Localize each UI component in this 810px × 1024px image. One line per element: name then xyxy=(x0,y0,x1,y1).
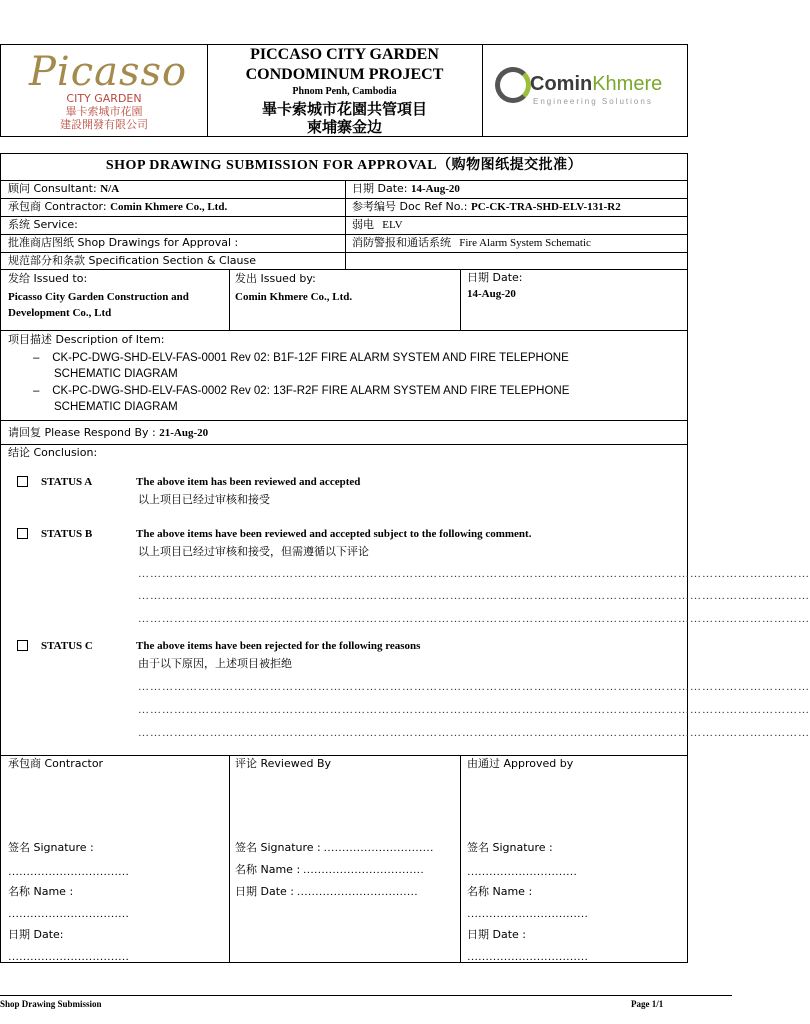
issued-to-value-1: Picasso City Garden Construction and xyxy=(8,291,189,303)
description-label: 项目描述 Description of Item: xyxy=(8,333,165,346)
client-logo xyxy=(1,45,208,136)
status-c-reason-line-1[interactable]: …………………………………………………………………………………………………………………………………………………… xyxy=(138,681,810,693)
approver-signature-dots[interactable]: ………………………… xyxy=(467,866,577,878)
partner-name: CominKhmere xyxy=(530,73,663,95)
status-c-checkbox[interactable] xyxy=(17,640,28,651)
reviewed-by-column-label: 评论 Reviewed By xyxy=(235,757,332,770)
status-c-cn: 由于以下原因，上述项目被拒绝 xyxy=(138,657,292,670)
project-title-line-1: PICCASO CITY GARDEN xyxy=(250,46,439,63)
issued-to-value-2: Development Co., Ltd xyxy=(8,307,112,319)
contractor-date-dots[interactable]: …………………………… xyxy=(8,951,129,963)
issued-by-value: Comin Khmere Co., Ltd. xyxy=(235,291,353,303)
contractor-column-label: 承包商 Contractor xyxy=(8,757,104,770)
issue-date-value: 14-Aug-20 xyxy=(467,288,516,300)
status-a-label: STATUS A xyxy=(41,476,93,488)
project-title-block xyxy=(207,45,483,136)
service-label: 系统 Service: xyxy=(8,218,78,231)
consultant-field: 顾问 Consultant: N/A xyxy=(8,182,120,195)
approver-name-label: 名称 Name : xyxy=(467,885,533,898)
status-b-checkbox[interactable] xyxy=(17,528,28,539)
status-a-text: The above item has been reviewed and accepted xyxy=(136,476,361,488)
spec-section-label: 规范部分和条款 Specification Section & Clause xyxy=(8,254,257,267)
approver-date-label: 日期 Date : xyxy=(467,928,526,941)
approver-name-dots[interactable]: …………………………… xyxy=(467,908,588,920)
status-a-cn: 以上项目已经过审核和接受 xyxy=(138,493,270,506)
contractor-signature-dots[interactable]: …………………………… xyxy=(8,866,129,878)
status-a-checkbox[interactable] xyxy=(17,476,28,487)
service-field: 弱电 ELV xyxy=(352,218,403,231)
project-location: Phnom Penh, Cambodia xyxy=(292,86,397,97)
project-header xyxy=(0,44,688,137)
fire-alarm-field: 消防警报和通话系统 Fire Alarm System Schematic xyxy=(352,236,591,249)
form-title: SHOP DRAWING SUBMISSION FOR APPROVAL（购物图纸提交批准） xyxy=(105,158,583,173)
status-b-label: STATUS B xyxy=(41,528,93,540)
reviewer-name-field[interactable]: 名称 Name : …………………………… xyxy=(235,863,424,876)
doc-ref-field: 参考编号 Doc Ref No.: PC-CK-TRA-SHD-ELV-131-R2 xyxy=(352,200,621,213)
respond-by-field: 请回复 Please Respond By : 21-Aug-20 xyxy=(8,426,209,439)
status-b-comment-line-2[interactable]: …………………………………………………………………………………………………………………………………………………… xyxy=(138,590,810,602)
submission-form xyxy=(0,153,810,963)
issued-to-label: 发给 Issued to: xyxy=(8,272,88,285)
shop-drawings-label: 批准商店图纸 Shop Drawings for Approval : xyxy=(8,236,239,249)
status-c-label: STATUS C xyxy=(41,640,93,652)
contractor-name-label: 名称 Name : xyxy=(8,885,74,898)
project-title-cn-2: 柬埔寨金边 xyxy=(306,118,382,136)
approved-by-column-label: 由通过 Approved by xyxy=(467,757,574,770)
status-b-text: The above items have been reviewed and accepted subject to the following comment. xyxy=(136,528,532,540)
approver-signature-label: 签名 Signature : xyxy=(467,841,553,854)
contractor-signature-label: 签名 Signature : xyxy=(8,841,94,854)
reviewer-signature-field[interactable]: 签名 Signature : ………………………… xyxy=(235,841,434,854)
footer-rule xyxy=(0,995,732,996)
logo-script-text: Picasso xyxy=(29,49,188,95)
issued-by-label: 发出 Issued by: xyxy=(235,272,316,285)
description-item-2: – CK-PC-DWG-SHD-ELV-FAS-0002 Rev 02: 13F-R2F FIRE ALARM SYSTEM AND FIRE TELEPHONE SCHEMATIC DIAGRAM xyxy=(33,385,570,413)
partner-tagline: Engineering Solutions xyxy=(533,97,653,106)
description-item-1: – CK-PC-DWG-SHD-ELV-FAS-0001 Rev 02: B1F-12F FIRE ALARM SYSTEM AND FIRE TELEPHONE SCHEMATIC DIAGRAM xyxy=(33,352,569,380)
issue-date-label: 日期 Date: xyxy=(467,271,523,284)
status-b-comment-line-3[interactable]: …………………………………………………………………………………………………………………………………………………… xyxy=(138,613,810,625)
footer-doc-name: Shop Drawing Submission xyxy=(0,999,102,1009)
status-c-reason-line-3[interactable]: …………………………………………………………………………………………………………………………………………………… xyxy=(138,727,810,739)
status-b-comment-line-1[interactable]: …………………………………………………………………………………………………………………………………………………… xyxy=(138,568,810,580)
partner-logo-ring-icon xyxy=(495,67,531,103)
approver-date-dots[interactable]: …………………………… xyxy=(467,951,588,963)
logo-line-3: 建設開發有限公司 xyxy=(60,118,148,131)
conclusion-label: 结论 Conclusion: xyxy=(8,446,98,459)
footer-page-number: Page 1/1 xyxy=(631,999,664,1009)
status-b-cn: 以上项目已经过审核和接受，但需遵循以下评论 xyxy=(138,545,369,558)
status-c-text: The above items have been rejected for the following reasons xyxy=(136,640,421,652)
date-field: 日期 Date: 14-Aug-20 xyxy=(352,182,460,195)
contractor-date-label: 日期 Date: xyxy=(8,928,64,941)
contractor-field: 承包商 Contractor: Comin Khmere Co., Ltd. xyxy=(8,200,228,213)
contractor-name-dots[interactable]: …………………………… xyxy=(8,908,129,920)
logo-line-1: CITY GARDEN xyxy=(66,92,142,105)
logo-line-2: 畢卡索城市花園 xyxy=(65,105,143,118)
partner-logo xyxy=(483,45,687,136)
status-c-reason-line-2[interactable]: …………………………………………………………………………………………………………………………………………………… xyxy=(138,704,810,716)
reviewer-date-field[interactable]: 日期 Date : …………………………… xyxy=(235,885,418,898)
project-title-line-2: CONDOMINUM PROJECT xyxy=(245,66,444,83)
project-title-cn-1: 畢卡索城市花園共管項目 xyxy=(261,100,427,118)
